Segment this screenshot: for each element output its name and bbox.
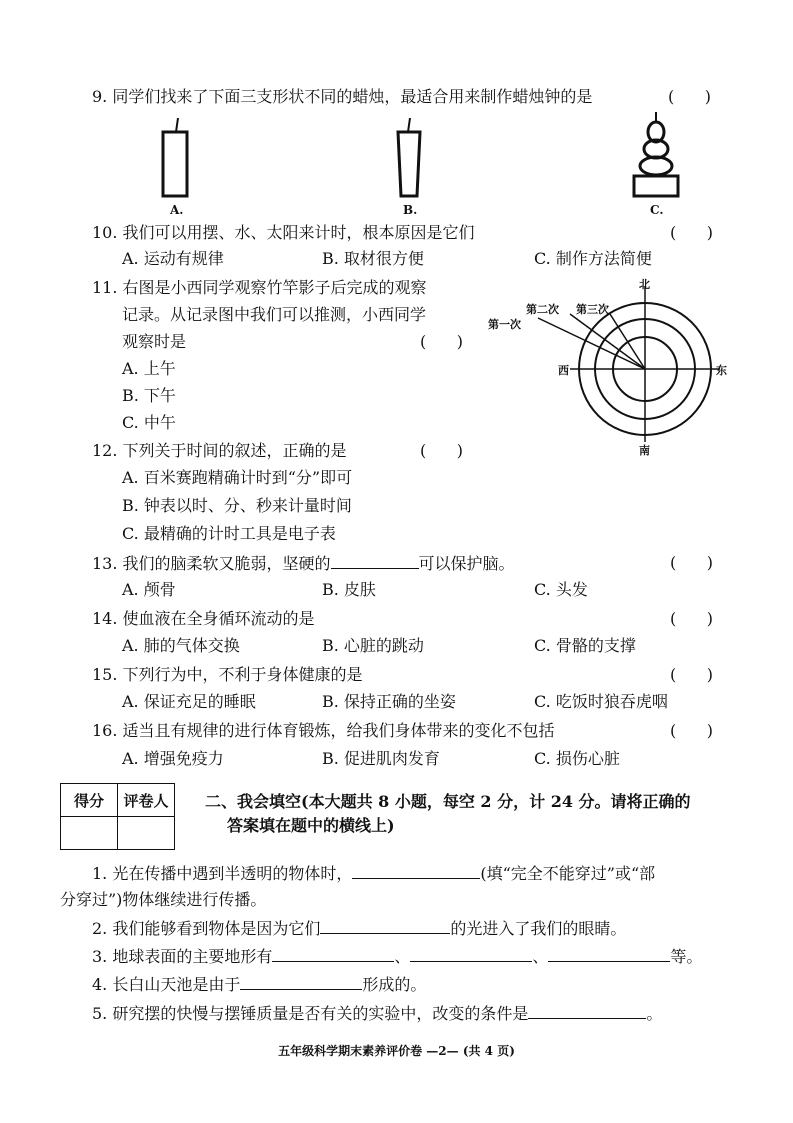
q11-option-c: C. 中午 xyxy=(122,413,176,432)
q12-option-a: A. 百米赛跑精确计时到“分”即可 xyxy=(122,468,353,487)
score-header: 得分 xyxy=(61,784,118,817)
q15-option-c: C. 吃饭时狼吞虎咽 xyxy=(534,692,668,711)
q11-stem-line1: 11. 右图是小西同学观察竹竿影子后完成的观察 xyxy=(92,278,427,297)
direction-east: 东 xyxy=(716,364,727,377)
q16-option-c: C. 损伤心脏 xyxy=(534,749,620,768)
q12-stem: 12. 下列关于时间的叙述，正确的是 xyxy=(92,441,347,460)
q15-option-a: A. 保证充足的睡眠 xyxy=(122,692,256,711)
q10-stem: 10. 我们可以用摆、水、太阳来计时，根本原因是它们 xyxy=(92,223,475,242)
q9-stem: 9. 同学们找来了下面三支形状不同的蜡烛，最适合用来制作蜡烛钟的是 xyxy=(92,87,593,106)
candle-a-icon xyxy=(163,118,187,196)
page-footer: 五年级科学期末素养评价卷 —2— (共 4 页) xyxy=(278,1044,515,1058)
candle-c-icon xyxy=(634,112,678,196)
fill3-blank-3[interactable] xyxy=(548,945,670,962)
q14-stem: 14. 使血液在全身循环流动的是 xyxy=(92,609,315,628)
q11-answer-paren: ( ) xyxy=(420,332,463,351)
candle-images xyxy=(0,110,793,205)
label-first-observation: 第一次 xyxy=(488,318,521,331)
grader-header: 评卷人 xyxy=(118,784,175,817)
q9-answer-paren: ( ) xyxy=(668,87,711,106)
q13-option-a: A. 颅骨 xyxy=(122,580,176,599)
q10-answer-paren: ( ) xyxy=(670,223,713,242)
score-table xyxy=(60,783,175,850)
label-second-observation: 第二次 xyxy=(526,303,559,316)
fill5-blank[interactable] xyxy=(528,1002,646,1019)
q13-option-b: B. 皮肤 xyxy=(322,580,376,599)
q12-option-b: B. 钟表以时、分、秒来计量时间 xyxy=(122,496,352,515)
score-cell[interactable] xyxy=(61,817,118,850)
direction-west: 西 xyxy=(558,364,569,377)
q10-option-b: B. 取材很方便 xyxy=(322,249,424,268)
fill1-blank[interactable] xyxy=(352,862,480,879)
q13-option-c: C. 头发 xyxy=(534,580,588,599)
q14-option-a: A. 肺的气体交换 xyxy=(122,636,240,655)
q15-option-b: B. 保持正确的坐姿 xyxy=(322,692,456,711)
label-third-observation: 第三次 xyxy=(576,303,609,316)
fill1-line1: 1. 光在传播中遇到半透明的物体时， (填“完全不能穿过”或“部 xyxy=(92,864,656,883)
q13-blank[interactable] xyxy=(331,552,419,569)
q12-option-c: C. 最精确的计时工具是电子表 xyxy=(122,524,336,543)
shadow-observation-diagram xyxy=(480,280,740,455)
fill5: 5. 研究摆的快慢与摆锤质量是否有关的实验中，改变的条件是 。 xyxy=(92,1004,663,1023)
candle-b-icon xyxy=(398,118,420,196)
fill3-blank-1[interactable] xyxy=(272,945,394,962)
fill1-line2: 分穿过”)物体继续进行传播。 xyxy=(60,890,267,909)
section2-title: 二、我会填空(本大题共 8 小题，每空 2 分，计 24 分。请将正确的 答案填在题中的横线上) xyxy=(205,792,691,835)
q11-stem-line2: 记录。从记录图中我们可以推测，小西同学 xyxy=(122,305,427,324)
fill2: 2. 我们能够看到物体是因为它们 的光进入了我们的眼睛。 xyxy=(92,919,627,938)
q10-option-a: A. 运动有规律 xyxy=(122,249,224,268)
fill4-blank[interactable] xyxy=(240,973,362,990)
grader-cell[interactable] xyxy=(118,817,175,850)
q12-answer-paren: ( ) xyxy=(420,441,463,460)
q14-option-c: C. 骨骼的支撑 xyxy=(534,636,636,655)
q11-option-a: A. 上午 xyxy=(122,359,176,378)
direction-south: 南 xyxy=(639,444,650,457)
candle-b-label: B. xyxy=(403,203,418,217)
q16-stem: 16. 适当且有规律的进行体育锻炼，给我们身体带来的变化不包括 xyxy=(92,721,555,740)
q16-option-b: B. 促进肌肉发育 xyxy=(322,749,440,768)
fill3: 3. 地球表面的主要地形有 、 、 等。 xyxy=(92,947,703,966)
q14-option-b: B. 心脏的跳动 xyxy=(322,636,424,655)
q15-answer-paren: ( ) xyxy=(670,665,713,684)
fill2-blank[interactable] xyxy=(320,917,450,934)
q13-answer-paren: ( ) xyxy=(670,553,713,572)
candle-a-label: A. xyxy=(170,203,184,217)
q16-option-a: A. 增强免疫力 xyxy=(122,749,224,768)
q16-answer-paren: ( ) xyxy=(670,721,713,740)
q11-stem-line3: 观察时是 xyxy=(122,332,187,351)
q13-stem: 13. 我们的脑柔软又脆弱，坚硬的 可以保护脑。 xyxy=(92,554,515,573)
fill4: 4. 长白山天池是由于 形成的。 xyxy=(92,975,427,994)
q10-option-c: C. 制作方法简便 xyxy=(534,249,652,268)
q11-option-b: B. 下午 xyxy=(122,386,176,405)
q15-stem: 15. 下列行为中，不利于身体健康的是 xyxy=(92,665,363,684)
q14-answer-paren: ( ) xyxy=(670,609,713,628)
fill3-blank-2[interactable] xyxy=(410,945,532,962)
direction-north: 北 xyxy=(639,278,650,291)
candle-c-label: C. xyxy=(650,203,664,217)
